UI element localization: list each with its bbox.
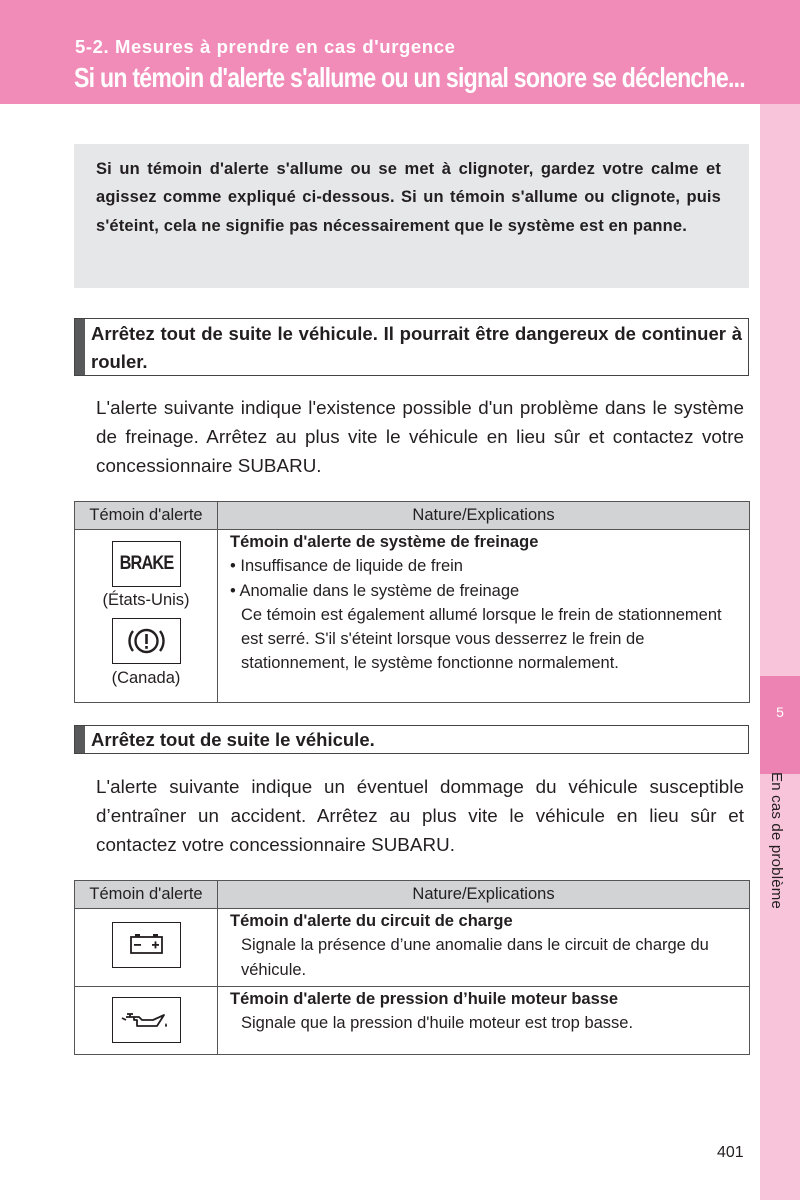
- region-canada-label: (Canada): [111, 669, 181, 687]
- section2-heading: [74, 725, 749, 754]
- chapter-tab-active[interactable]: [760, 676, 800, 774]
- table-row: [75, 909, 750, 987]
- table-row: [75, 986, 750, 1054]
- brake-circle-exclamation-icon: [112, 618, 181, 664]
- description-cell: [218, 530, 750, 703]
- warning-title: Témoin d'alerte de système de freinage: [230, 533, 539, 551]
- icon-cell: [75, 909, 218, 987]
- page-number: 401: [717, 1144, 744, 1161]
- list-item: • Insuffisance de liquide de frein: [230, 557, 463, 576]
- section2-heading-text: Arrêtez tout de suite le véhicule.: [91, 729, 375, 750]
- warning-title: Témoin d'alerte du circuit de charge: [230, 912, 513, 930]
- section2-paragraph: L'alerte suivante indique un éventuel dommage du véhicule susceptible d’entraîner un accident. Arrêtez au plus vite le véhicule en lieu sûr et contactez votre concessionnaire SUBARU.: [96, 776, 744, 855]
- section-title: 5-2. Mesures à prendre en cas d'urgence: [75, 36, 456, 57]
- brake-warning-table: [74, 501, 750, 703]
- page-header: [0, 0, 800, 104]
- table-header-row: [75, 881, 750, 909]
- section1-heading: [74, 318, 749, 376]
- col-header-warning-light: Témoin d'alerte: [75, 881, 218, 909]
- section1-heading-text: Arrêtez tout de suite le véhicule. Il pourrait être dangereux de continuer à rouler.: [91, 323, 742, 372]
- chapter-number: 5: [776, 704, 784, 720]
- battery-icon: [112, 922, 181, 968]
- table-header-row: [75, 502, 750, 530]
- heading-stripe: [75, 726, 85, 753]
- col-header-explanations: Nature/Explications: [218, 502, 750, 530]
- explanation-text: Ce témoin est également allumé lorsque le frein de stationnement est serré. S'il s'éteint lorsque vous desserrez le frein de stationnement, le système fonctionne normalement.: [241, 605, 722, 673]
- intro-box: [74, 144, 749, 288]
- heading-stripe: [75, 319, 85, 375]
- region-usa-label: (États-Unis): [102, 591, 190, 609]
- icon-cell: [75, 530, 218, 703]
- charge-oil-warning-table: [74, 880, 750, 1055]
- chapter-label: En cas de problème: [768, 772, 785, 910]
- col-header-warning-light: Témoin d'alerte: [75, 502, 218, 530]
- description-cell: [218, 909, 750, 987]
- section1-paragraph: L'alerte suivante indique l'existence possible d'un problème dans le système de freinage. Arrêtez au plus vite le véhicule en lieu sûr et contactez votre concessionnaire SUBARU.: [96, 397, 744, 476]
- chapter-side-tab: [760, 104, 800, 1200]
- brake-text-icon: BRAKE: [112, 541, 181, 587]
- table-row: [75, 530, 750, 703]
- explanation-text: Signale que la pression d'huile moteur est trop basse.: [241, 1014, 634, 1033]
- page-title: Si un témoin d'alerte s'allume ou un signal sonore se déclenche...: [74, 62, 745, 93]
- warning-title: Témoin d'alerte de pression d’huile moteur basse: [230, 989, 619, 1008]
- oil-can-icon: [112, 997, 181, 1043]
- list-item: • Anomalie dans le système de freinage: [230, 581, 520, 600]
- explanation-text: Signale la présence d’une anomalie dans le circuit de charge du véhicule.: [241, 936, 709, 979]
- col-header-explanations: Nature/Explications: [218, 881, 750, 909]
- description-cell: [218, 986, 750, 1054]
- intro-text: Si un témoin d'alerte s'allume ou se met à clignoter, gardez votre calme et agissez comme expliqué ci-dessous. Si un témoin s'allume ou clignote, puis s'éteint, cela ne signifie pas nécessairement que le système est en panne.: [96, 160, 721, 235]
- icon-cell: [75, 986, 218, 1054]
